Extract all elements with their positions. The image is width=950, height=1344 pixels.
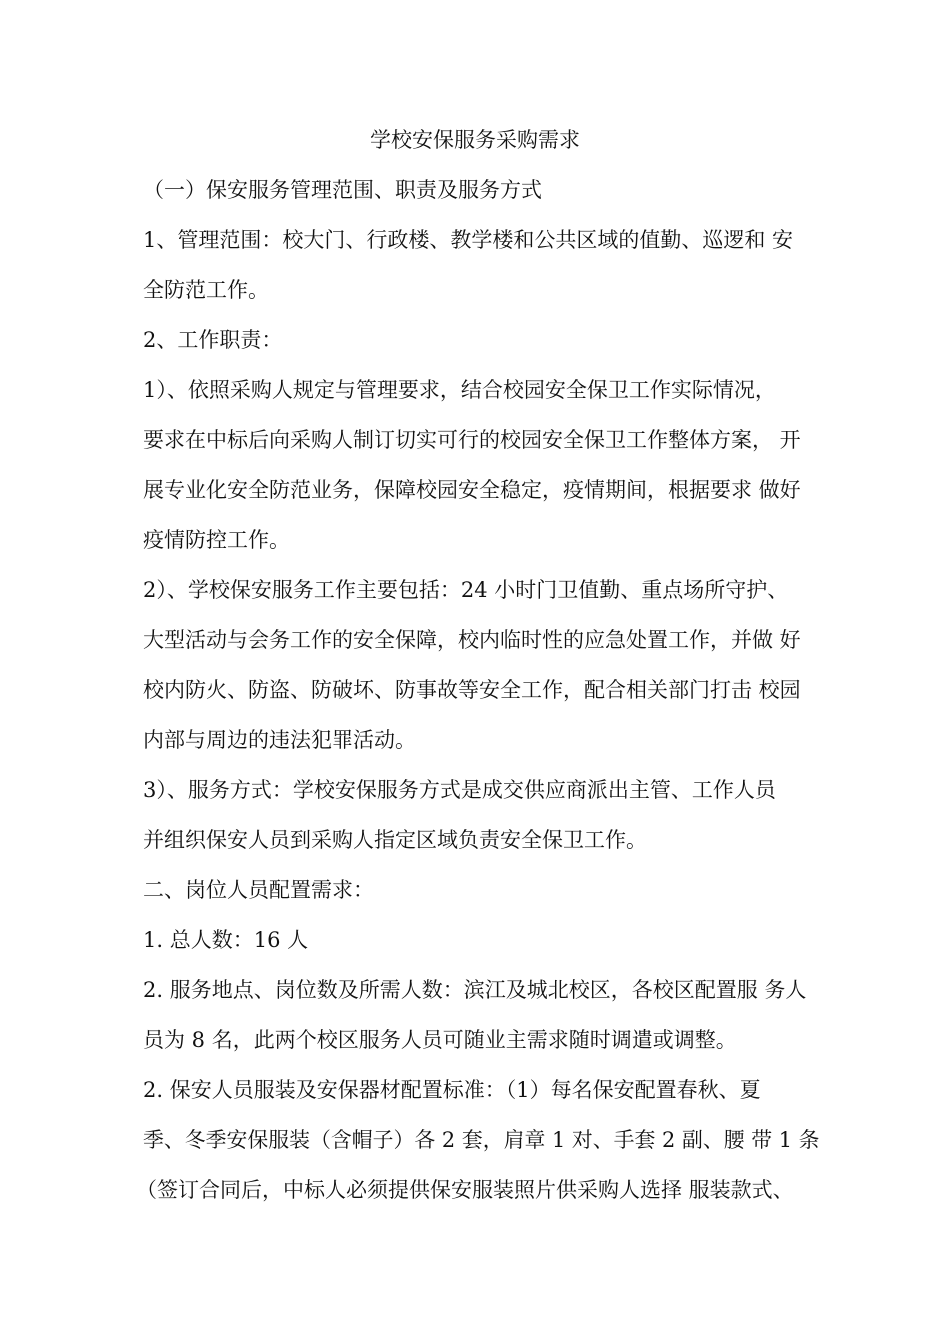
paragraph-line: 全防范工作。 <box>143 278 269 302</box>
section-heading-staffing: 二、岗位人员配置需求： <box>143 878 374 902</box>
paragraph-line: 2. 保安人员服装及安保器材配置标准：（1）每名保安配置春秋、夏 <box>143 1078 761 1102</box>
section-heading-scope: （一）保安服务管理范围、职责及服务方式 <box>143 178 542 202</box>
document-title: 学校安保服务采购需求 <box>370 128 580 152</box>
paragraph-line: 并组织保安人员到采购人指定区域负责安全保卫工作。 <box>143 828 647 852</box>
paragraph-line: 大型活动与会务工作的安全保障，校内临时性的应急处置工作，并做 好 <box>143 628 801 652</box>
paragraph-line: 3）、服务方式：学校安保服务方式是成交供应商派出主管、工作人员 <box>143 778 776 802</box>
paragraph-line: 1、管理范围：校大门、行政楼、教学楼和公共区域的值勤、巡逻和 安 <box>143 228 794 252</box>
paragraph-line: 疫情防控工作。 <box>143 528 290 552</box>
paragraph-line: 内部与周边的违法犯罪活动。 <box>143 728 416 752</box>
paragraph-line: 要求在中标后向采购人制订切实可行的校园安全保卫工作整体方案， 开 <box>143 428 801 452</box>
paragraph-line: 1）、依照采购人规定与管理要求，结合校园安全保卫工作实际情况， <box>143 378 776 402</box>
paragraph-line: 校内防火、防盗、防破坏、防事故等安全工作，配合相关部门打击 校园 <box>143 678 801 702</box>
paragraph-line: 季、冬季安保服装（含帽子）各 2 套，肩章 1 对、手套 2 副、腰 带 1 条 <box>143 1128 820 1152</box>
subheading-duties: 2、工作职责： <box>143 328 283 352</box>
paragraph-line: 1. 总人数：16 人 <box>143 928 309 952</box>
paragraph-line: 员为 8 名，此两个校区服务人员可随业主需求随时调遣或调整。 <box>143 1028 737 1052</box>
paragraph-line: （签订合同后，中标人必须提供保安服装照片供采购人选择 服装款式、 <box>136 1178 794 1202</box>
paragraph-line: 2）、学校保安服务工作主要包括：24 小时门卫值勤、重点场所守护、 <box>143 578 789 602</box>
paragraph-line: 2. 服务地点、岗位数及所需人数：滨江及城北校区，各校区配置服 务人 <box>143 978 807 1002</box>
paragraph-line: 展专业化安全防范业务，保障校园安全稳定，疫情期间，根据要求 做好 <box>143 478 801 502</box>
